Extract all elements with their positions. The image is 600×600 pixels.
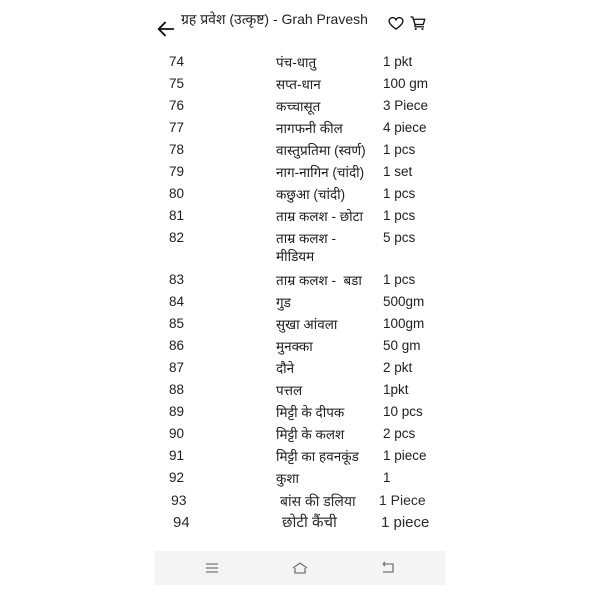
item-qty: 500gm bbox=[383, 294, 425, 309]
item-name: मिट्टी का हवनकूंड bbox=[276, 449, 359, 464]
item-qty: 1 pcs bbox=[383, 186, 416, 201]
item-name: गुड bbox=[276, 295, 291, 310]
list-row bbox=[155, 448, 445, 470]
list-row bbox=[155, 470, 445, 492]
list-row bbox=[155, 230, 445, 272]
item-qty: 1 pcs bbox=[383, 142, 416, 157]
item-number: 78 bbox=[169, 142, 185, 157]
header-actions bbox=[387, 14, 427, 32]
item-number: 88 bbox=[169, 382, 185, 397]
item-name: नागफनी कील bbox=[276, 121, 343, 136]
item-qty: 4 piece bbox=[383, 120, 427, 135]
list-row bbox=[155, 426, 445, 448]
item-name: सप्त-धान bbox=[276, 77, 321, 92]
list-row bbox=[155, 54, 445, 76]
list-row bbox=[155, 360, 445, 382]
item-qty: 100gm bbox=[383, 316, 425, 331]
item-qty: 1 set bbox=[383, 164, 413, 179]
item-name: मिट्टी के दीपक bbox=[276, 405, 345, 420]
back-icon[interactable] bbox=[379, 560, 397, 576]
item-qty: 100 gm bbox=[383, 76, 429, 91]
menu-icon[interactable] bbox=[203, 560, 221, 576]
item-qty: 1pkt bbox=[383, 382, 409, 397]
item-qty: 2 pcs bbox=[383, 426, 416, 441]
item-number: 86 bbox=[169, 338, 185, 353]
item-qty: 1 piece bbox=[381, 514, 430, 531]
item-qty: 10 pcs bbox=[383, 404, 423, 419]
item-name: कुशा bbox=[276, 471, 300, 486]
list-row bbox=[155, 492, 445, 514]
item-qty: 1 piece bbox=[383, 448, 427, 463]
system-nav-bar bbox=[155, 551, 445, 585]
cart-icon[interactable] bbox=[409, 14, 427, 32]
item-name: मिट्टी के कलश bbox=[276, 427, 345, 442]
item-number: 90 bbox=[169, 426, 185, 441]
item-qty: 1 pkt bbox=[383, 54, 413, 69]
item-qty: 1 pcs bbox=[383, 272, 416, 287]
list-row bbox=[155, 294, 445, 316]
item-number: 81 bbox=[169, 208, 185, 223]
list-row bbox=[155, 186, 445, 208]
item-number: 82 bbox=[169, 230, 185, 245]
item-number: 74 bbox=[169, 54, 185, 69]
item-name: पत्तल bbox=[276, 383, 303, 398]
home-icon[interactable] bbox=[291, 560, 309, 576]
list-row bbox=[155, 404, 445, 426]
app-header bbox=[155, 10, 445, 50]
list-row bbox=[155, 208, 445, 230]
item-name: सुखा आंवला bbox=[276, 317, 338, 332]
list-row bbox=[155, 382, 445, 404]
item-name: वास्तुप्रतिमा (स्वर्ण) bbox=[276, 143, 366, 158]
list-row bbox=[155, 98, 445, 120]
item-name: ताम्र कलश - छोटा bbox=[276, 209, 363, 224]
item-qty: 3 Piece bbox=[383, 98, 429, 113]
item-qty: 5 pcs bbox=[383, 230, 416, 245]
list-row bbox=[155, 76, 445, 98]
page-title: ग्रह प्रवेश (उत्कृष्ट) - Grah Pravesh bbox=[181, 11, 368, 27]
list-row bbox=[155, 142, 445, 164]
item-number: 75 bbox=[169, 76, 185, 91]
list-row bbox=[155, 120, 445, 142]
item-qty: 1 pcs bbox=[383, 208, 416, 223]
item-number: 84 bbox=[169, 294, 185, 309]
item-qty: 1 bbox=[383, 470, 391, 485]
heart-icon[interactable] bbox=[387, 14, 405, 32]
list-row bbox=[155, 272, 445, 294]
item-qty: 1 Piece bbox=[379, 492, 426, 508]
item-name: पंच-धातु bbox=[276, 55, 317, 70]
item-list bbox=[155, 54, 445, 536]
item-name: छोटी कैंची bbox=[282, 514, 337, 531]
item-number: 93 bbox=[171, 492, 187, 508]
item-number: 92 bbox=[169, 470, 185, 485]
item-name: दौने bbox=[276, 361, 295, 376]
item-name: बांस की डलिया bbox=[280, 493, 356, 509]
item-name: ताम्र कलश - मीडियम bbox=[276, 231, 336, 264]
item-number: 80 bbox=[169, 186, 185, 201]
item-number: 85 bbox=[169, 316, 185, 331]
list-row bbox=[155, 514, 445, 536]
list-row bbox=[155, 316, 445, 338]
item-qty: 2 pkt bbox=[383, 360, 413, 375]
item-name: ताम्र कलश - बडा bbox=[276, 273, 362, 288]
item-number: 94 bbox=[173, 514, 190, 531]
back-arrow-icon[interactable] bbox=[155, 18, 177, 40]
item-number: 83 bbox=[169, 272, 185, 287]
list-row bbox=[155, 164, 445, 186]
item-qty: 50 gm bbox=[383, 338, 421, 353]
item-number: 76 bbox=[169, 98, 185, 113]
item-name: कच्चासूत bbox=[276, 99, 321, 114]
item-number: 79 bbox=[169, 164, 185, 179]
app-screen bbox=[155, 0, 445, 600]
item-number: 87 bbox=[169, 360, 185, 375]
item-number: 77 bbox=[169, 120, 185, 135]
item-number: 91 bbox=[169, 448, 185, 463]
item-name: नाग-नागिन (चांदी) bbox=[276, 165, 365, 180]
item-name: मुनक्का bbox=[276, 339, 313, 354]
item-name: कछुआ (चांदी) bbox=[276, 187, 346, 202]
list-row bbox=[155, 338, 445, 360]
item-number: 89 bbox=[169, 404, 185, 419]
